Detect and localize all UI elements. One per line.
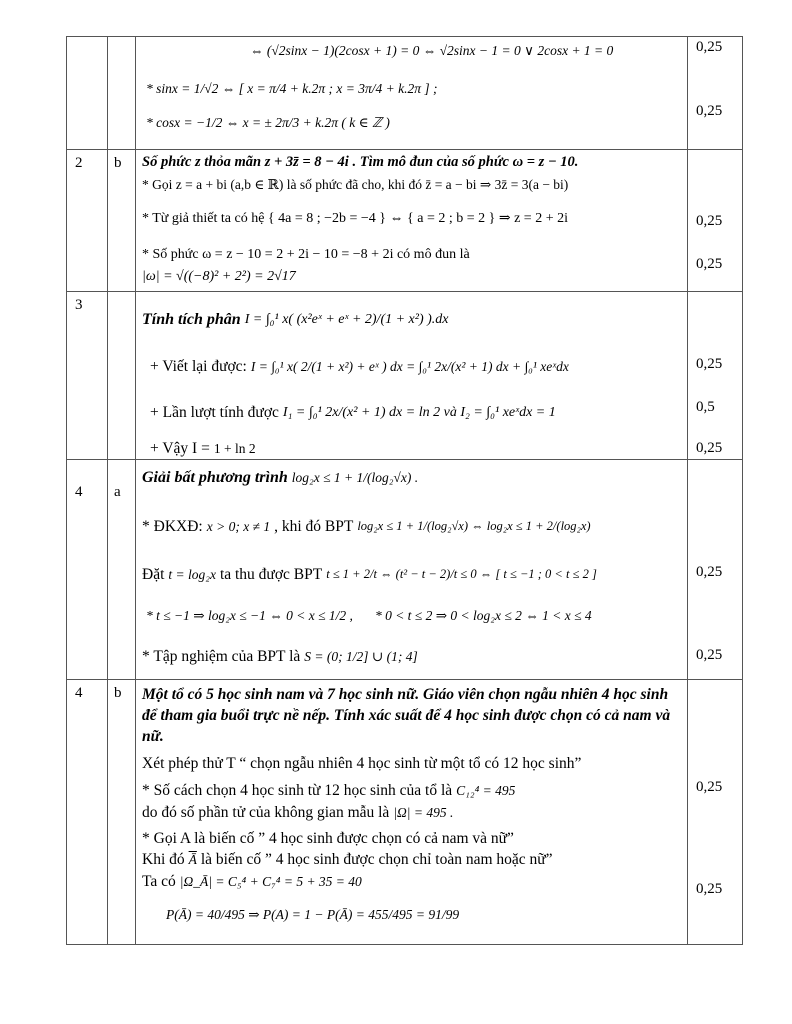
math-line: C₁₂⁴ = 495 xyxy=(456,782,516,798)
score: 0,25 xyxy=(696,213,723,229)
table-row xyxy=(67,150,743,292)
table-row xyxy=(67,37,743,150)
answer-content xyxy=(136,150,688,292)
question-part: b xyxy=(108,150,136,292)
question-title: Số phức z thỏa mãn z + 3z̄ = 8 − 4i . Tìm mô đun của số phức ω = z − 10. xyxy=(142,154,579,170)
math-line: I = ∫₀¹ x( 2/(1 + x²) + eˣ ) dx = ∫₀¹ 2x/(x² + 1) dx + ∫₀¹ xeˣdx xyxy=(250,358,569,374)
answer-line: * Số cách chọn 4 học sinh từ 12 học sinh của tổ là xyxy=(142,782,453,799)
question-number xyxy=(67,37,108,150)
table-row xyxy=(67,292,743,460)
answer-line: * ĐKXĐ: xyxy=(142,518,203,535)
math-line: P(Ā) = 40/495 ⇒ P(A) = 1 − P(Ā) = 455/495 = 91/99 xyxy=(166,907,460,922)
score: 0,25 xyxy=(696,39,723,55)
answer-line: + Vậy I = xyxy=(150,440,210,457)
score: 0,25 xyxy=(696,440,723,456)
question-part xyxy=(108,292,136,460)
question-part: a xyxy=(108,460,136,680)
question-part xyxy=(108,37,136,150)
math-line: * 0 < t ≤ 2 ⇒ 0 < log₂x ≤ 2 ⇔ 1 < x ≤ 4 xyxy=(374,608,592,623)
table-row xyxy=(67,680,743,945)
question-title: Một tổ có 5 học sinh nam và 7 học sinh nữ. Giáo viên chọn ngẫu nhiên 4 học sinh để tham gia buổi trực nề nếp. Tính xác suất để 4 học sinh được chọn có cả nam và nữ. xyxy=(142,686,671,745)
score: 0,25 xyxy=(696,779,723,795)
math-line: |Ω_Ā| = C₅⁴ + C₇⁴ = 5 + 35 = 40 xyxy=(179,873,362,889)
score: 0,25 xyxy=(696,564,723,580)
math-line: * sinx = 1/√2 ⇔ [ x = π/4 + k.2π ; x = 3π/4 + k.2π ] ; xyxy=(146,81,438,96)
math-line: t ≤ 1 + 2/t ⇔ (t² − t − 2)/t ≤ 0 ⇔ [ t ≤ −1 ; 0 < t ≤ 2 ] xyxy=(326,567,597,581)
math-line: log₂x ≤ 1 + 1/(log₂√x) ⇔ log₂x ≤ 1 + 2/(log₂x) xyxy=(357,519,591,533)
score: 0,25 xyxy=(696,647,723,663)
answer-line: + Lần lượt tính được xyxy=(150,404,279,421)
answer-line: |ω| = √((−8)² + 2²) = 2√17 xyxy=(142,269,296,284)
answer-content xyxy=(136,37,688,150)
score: 0,25 xyxy=(696,881,723,897)
answer-content xyxy=(136,460,688,680)
question-title: Giải bất phương trình xyxy=(142,469,288,486)
answer-line: + Viết lại được: xyxy=(150,358,247,375)
solution-table xyxy=(66,36,743,945)
answer-line: , khi đó BPT xyxy=(274,518,354,535)
question-number: 3 xyxy=(67,292,108,460)
inequality-expression: log₂x ≤ 1 + 1/(log₂√x) . xyxy=(291,470,419,485)
integral-expression: I = ∫₀¹ x( (x²eˣ + eˣ + 2)/(1 + x²) ).dx xyxy=(244,312,449,327)
score-cell xyxy=(688,292,743,460)
answer-line: * Số phức ω = z − 10 = 2 + 2i − 10 = −8 + 2i có mô đun là xyxy=(142,247,470,262)
math-line: 1 + ln 2 xyxy=(213,440,256,456)
math-line: * cosx = −1/2 ⇔ x = ± 2π/3 + k.2π ( k ∈ ℤ ) xyxy=(146,115,390,130)
answer-line: Xét phép thử T “ chọn ngẫu nhiên 4 học sinh từ một tổ có 12 học sinh” xyxy=(142,755,582,772)
score-cell xyxy=(688,150,743,292)
question-part: b xyxy=(108,680,136,945)
answer-line: * Gọi z = a + bi (a,b ∈ ℝ) là số phức đã cho, khi đó z̄ = a − bi ⇒ 3z̄ = 3(a − bi) xyxy=(142,177,569,192)
answer-line: ta thu được BPT xyxy=(219,566,323,583)
answer-line: Ta có xyxy=(142,873,176,890)
math-line: |Ω| = 495 . xyxy=(393,804,454,820)
answer-content xyxy=(136,292,688,460)
answer-line: Khi đó xyxy=(142,851,185,868)
math-line: S = (0; 1/2] ∪ (1; 4] xyxy=(304,648,418,664)
math-line: ⇔ (√2sinx − 1)(2cosx + 1) = 0 ⇔ √2sinx − 1 = 0 ∨ 2cosx + 1 = 0 xyxy=(250,43,614,58)
answer-line: do đó số phần tử của không gian mẫu là xyxy=(142,804,390,821)
score: 0,25 xyxy=(696,256,723,272)
answer-line: Đặt xyxy=(142,566,165,583)
score: 0,25 xyxy=(696,356,723,372)
math-line: x > 0; x ≠ 1 xyxy=(206,518,271,534)
answer-line: * Tập nghiệm của BPT là xyxy=(142,648,301,665)
math-line: I₁ = ∫₀¹ 2x/(x² + 1) dx = ln 2 và I₂ = ∫₀¹ xeˣdx = 1 xyxy=(282,404,556,420)
answer-line: là biến cố ” 4 học sinh được chọn chỉ toàn nam hoặc nữ” xyxy=(200,851,553,868)
table-row xyxy=(67,460,743,680)
score-cell xyxy=(688,37,743,150)
question-number: 4 xyxy=(67,460,108,680)
score: 0,25 xyxy=(696,103,723,119)
answer-content xyxy=(136,680,688,945)
question-number: 2 xyxy=(67,150,108,292)
answer-line: * Từ giả thiết ta có hệ { 4a = 8 ; −2b = −4 } ⇔ { a = 2 ; b = 2 } ⇒ z = 2 + 2i xyxy=(142,211,568,226)
question-title: Tính tích phân xyxy=(142,311,241,328)
math-line: t = log₂x xyxy=(168,566,216,582)
question-number: 4 xyxy=(67,680,108,945)
math-line: $\overline{Ā}$ xyxy=(188,851,197,867)
score: 0,5 xyxy=(696,399,715,415)
math-line: * t ≤ −1 ⇒ log₂x ≤ −1 ⇔ 0 < x ≤ 1/2 , xyxy=(146,608,353,623)
answer-line: * Gọi A là biến cố ” 4 học sinh được chọn có cả nam và nữ” xyxy=(142,830,514,847)
score-cell xyxy=(688,460,743,680)
score-cell xyxy=(688,680,743,945)
